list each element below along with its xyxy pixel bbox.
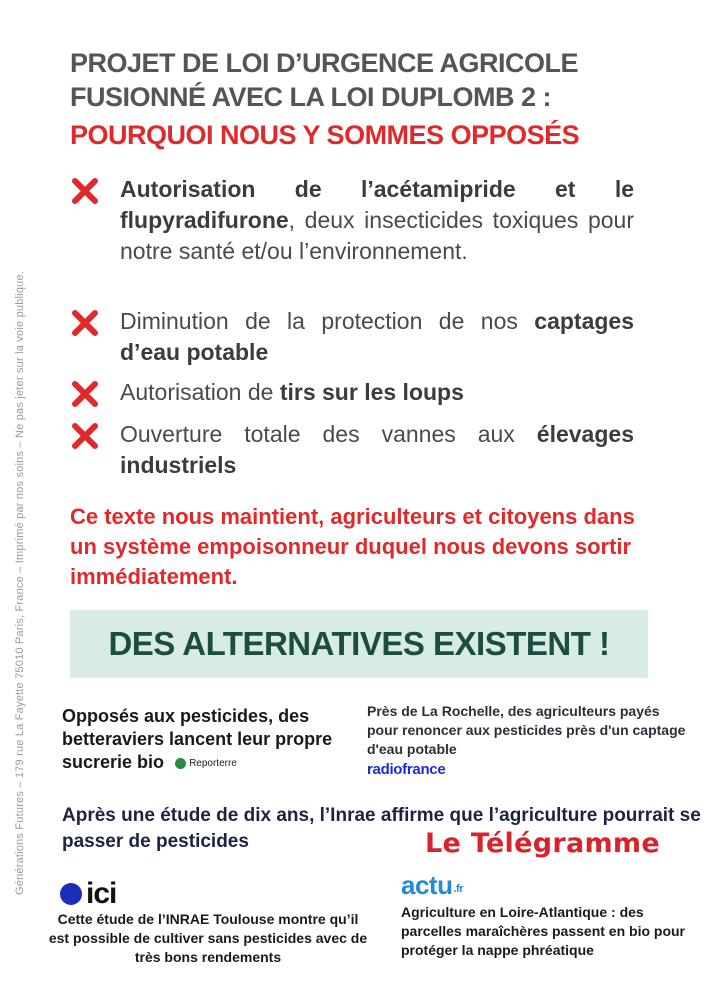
cross-icon xyxy=(70,421,100,451)
reporterre-headline-text: Opposés aux pesticides, des betteraviers lancent leur propre sucrerie bio xyxy=(62,706,333,772)
list-item-elevages xyxy=(70,419,634,481)
list-item-loups xyxy=(70,377,634,408)
reporterre-logo-text: Reporterre xyxy=(189,757,237,769)
telegramme-headline: Après une étude de dix ans, l’Inrae affirme que l’agriculture pourrait se passer de pesticides xyxy=(62,805,701,852)
ici-headline: Cette étude de l’INRAE Toulouse montre qu’il est possible de cultiver sans pesticides avec de très bons rendements xyxy=(48,911,368,965)
cross-icon xyxy=(70,308,100,338)
cross-icon xyxy=(70,176,100,206)
telegramme-logo: Le Télégramme xyxy=(425,828,660,859)
title-line-1: PROJET DE LOI D’URGENCE AGRICOLE xyxy=(70,48,579,78)
radiofrance-logo: radiofrance xyxy=(367,761,446,778)
item-bold: captages d’eau potable xyxy=(120,308,634,365)
title-line-2: FUSIONNÉ AVEC LA LOI DUPLOMB 2 : xyxy=(70,82,552,112)
item-bold: élevages industriels xyxy=(120,421,634,478)
item-text: , deux insecticides toxiques pour notre santé et/ou l’environnement. xyxy=(120,207,634,264)
alternatives-banner xyxy=(70,610,648,678)
item-bold: tirs sur les loups xyxy=(279,379,464,405)
list-item-captages xyxy=(70,306,634,368)
reporterre-logo xyxy=(175,752,237,775)
ici-dot-icon xyxy=(60,883,82,905)
reporterre-leaf-icon xyxy=(175,758,186,769)
ici-logo-text: ici xyxy=(86,877,117,910)
radiofrance-headline: Près de La Rochelle, des agriculteurs payés pour renoncer aux pesticides près d'un captage d'eau potable xyxy=(367,703,686,757)
title-line-3: POURQUOI NOUS Y SOMMES OPPOSÉS xyxy=(70,120,580,150)
warning-text: Ce texte nous maintient, agriculteurs et citoyens dans un système empoisonneur duquel nous devons sortir immédiatement. xyxy=(70,504,635,589)
item-text: Ouverture totale des vannes aux xyxy=(120,421,537,447)
actu-logo-text: actu xyxy=(401,870,453,900)
item-bold: Autorisation de l’acétamipride et le flupyradifurone xyxy=(120,176,634,233)
ici-logo xyxy=(60,877,116,911)
actu-logo-suffix: .fr xyxy=(453,883,463,895)
reporterre-headline xyxy=(62,705,362,775)
actu-headline: Agriculture en Loire-Atlantique : des parcelles maraîchères passent en bio pour protéger la nappe phréatique xyxy=(401,904,686,958)
alternatives-banner-text: DES ALTERNATIVES EXISTENT ! xyxy=(108,625,610,662)
item-text: Diminution de la protection de nos xyxy=(120,308,535,334)
actu-logo xyxy=(401,870,463,901)
cross-icon xyxy=(70,379,100,409)
legal-sidebar-text: Générations Futures – 179 rue La Fayette 75010 Paris, France – Imprimé par nos soins – Ne pas jeter sur la voie publique. xyxy=(14,270,26,895)
list-item-acetamipride xyxy=(70,174,634,267)
item-text: Autorisation de xyxy=(120,379,280,405)
